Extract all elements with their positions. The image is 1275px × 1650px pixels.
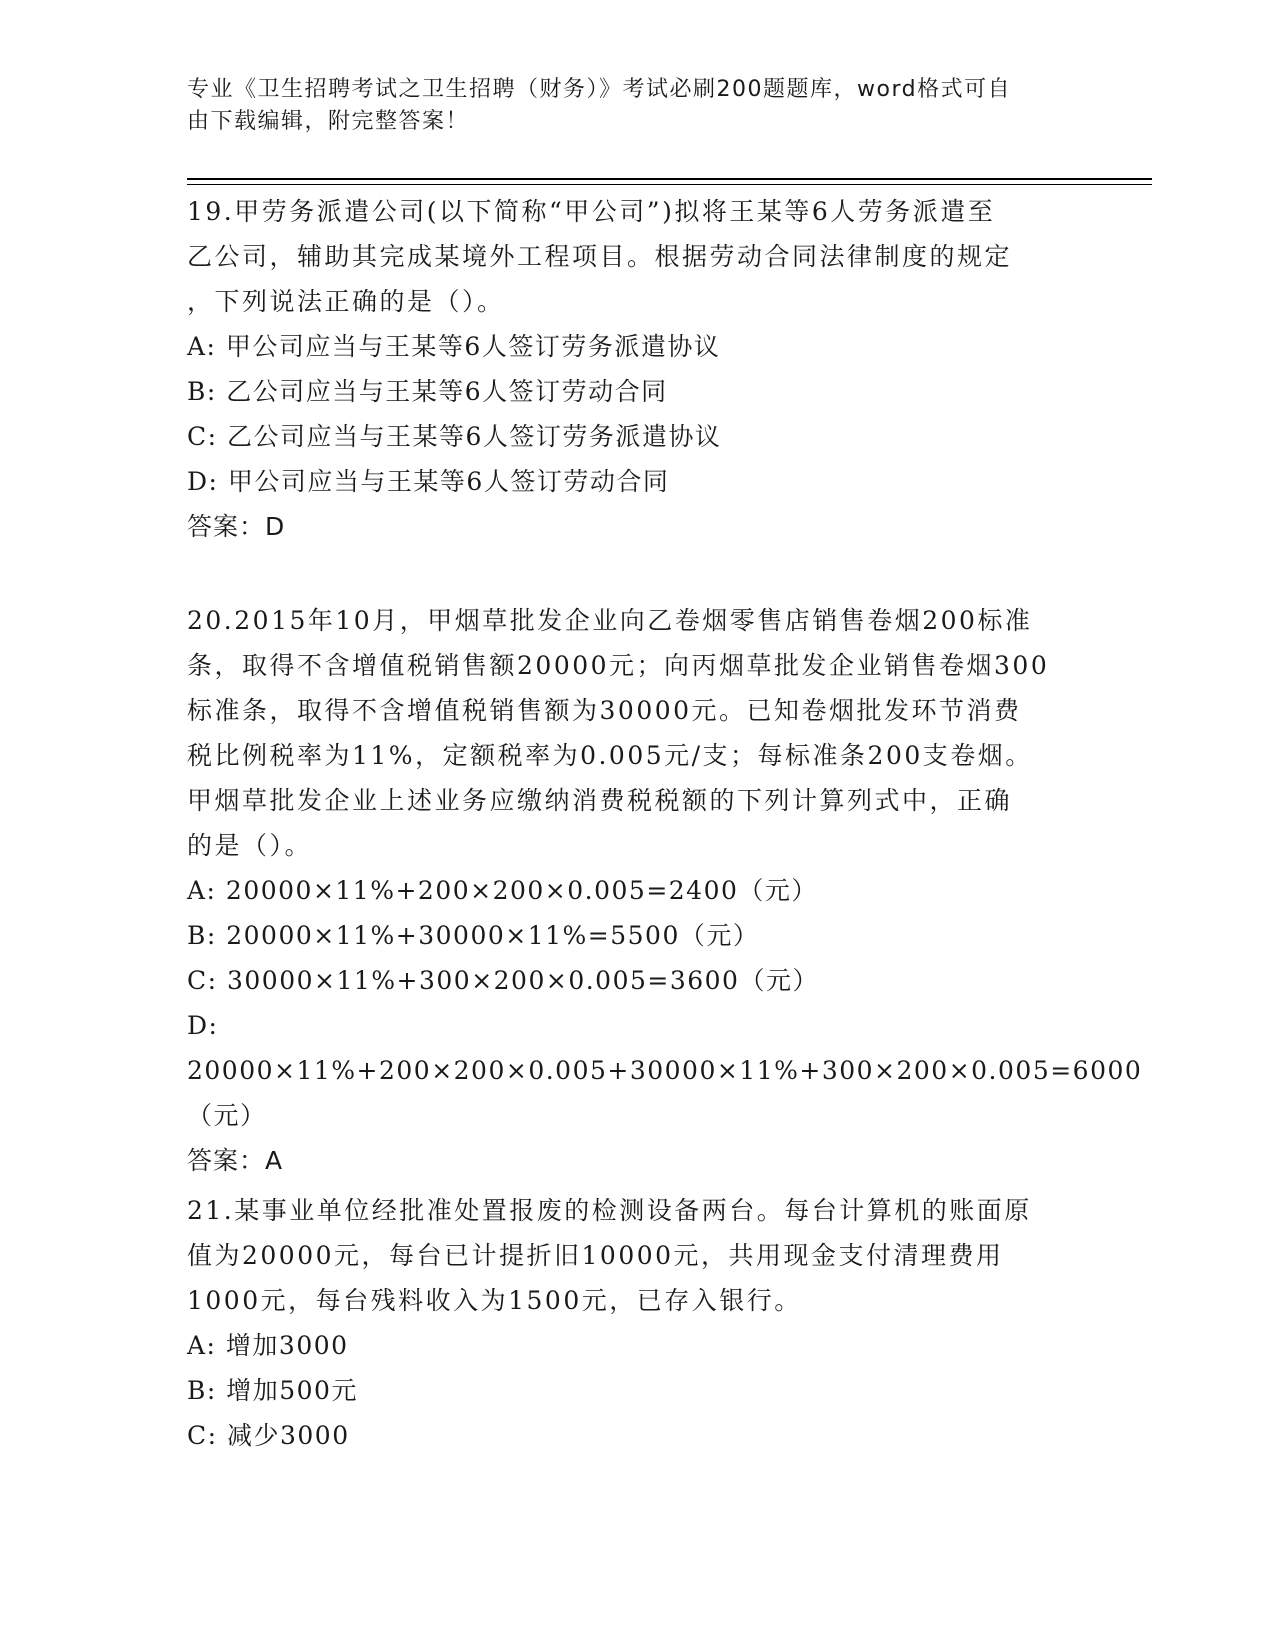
answer-label: 答案：A (187, 1146, 284, 1175)
question-21 (187, 1188, 1087, 1458)
header-line-2: 由下载编辑，附完整答案！ (187, 109, 470, 134)
option-c: C: 乙公司应当与王某等6人签订劳务派遣协议 (187, 422, 722, 451)
option-d-continued: （元） (187, 1101, 267, 1130)
question-stem-line: 条，取得不含增值税销售额20000元；向丙烟草批发企业销售卷烟300 (187, 651, 1050, 680)
question-stem-line: ，下列说法正确的是（）。 (187, 287, 505, 316)
option-b: B: 增加500元 (187, 1376, 358, 1405)
document-header (187, 74, 1067, 138)
question-stem-line: 乙公司，辅助其完成某境外工程项目。根据劳动合同法律制度的规定 (187, 242, 1013, 271)
option-d: D: 甲公司应当与王某等6人签订劳动合同 (187, 467, 670, 496)
header-divider-thick (187, 178, 1152, 180)
question-stem-line: 1000元，每台残料收入为1500元，已存入银行。 (187, 1286, 802, 1315)
answer-label: 答案：D (187, 512, 286, 541)
question-stem-line: 值为20000元，每台已计提折旧10000元，共用现金支付清理费用 (187, 1241, 1004, 1270)
question-stem-line: 标准条，取得不含增值税销售额为30000元。已知卷烟批发环节消费 (187, 696, 1022, 725)
option-a: A: 增加3000 (187, 1331, 349, 1360)
option-c: C: 减少3000 (187, 1421, 350, 1450)
option-a: A: 20000×11%+200×200×0.005=2400（元） (187, 876, 818, 905)
header-divider-thin (187, 184, 1152, 185)
question-20 (187, 598, 1143, 1183)
option-d: D: 20000×11%+200×200×0.005+30000×11%+300×200×0.005=6000 (187, 1011, 1143, 1085)
question-stem-line: 20.2015年10月，甲烟草批发企业向乙卷烟零售店销售卷烟200标准 (187, 606, 1033, 635)
question-stem-line: 21.某事业单位经批准处置报废的检测设备两台。每台计算机的账面原 (187, 1196, 1032, 1225)
option-c: C: 30000×11%+300×200×0.005=3600（元） (187, 966, 819, 995)
question-stem-line: 甲烟草批发企业上述业务应缴纳消费税税额的下列计算列式中，正确 (187, 786, 1013, 815)
question-19 (187, 189, 1087, 549)
header-line-1: 专业《卫生招聘考试之卫生招聘（财务）》考试必刷200题题库，word格式可自 (187, 77, 1012, 102)
option-b: B: 乙公司应当与王某等6人签订劳动合同 (187, 377, 668, 406)
question-stem-line: 税比例税率为11%，定额税率为0.005元/支；每标准条200支卷烟。 (187, 741, 1033, 770)
question-stem-line: 19.甲劳务派遣公司(以下简称“甲公司”)拟将王某等6人劳务派遣至 (187, 197, 996, 226)
question-stem-line: 的是（）。 (187, 831, 313, 860)
option-b: B: 20000×11%+30000×11%=5500（元） (187, 921, 760, 950)
option-a: A: 甲公司应当与王某等6人签订劳务派遣协议 (187, 332, 721, 361)
